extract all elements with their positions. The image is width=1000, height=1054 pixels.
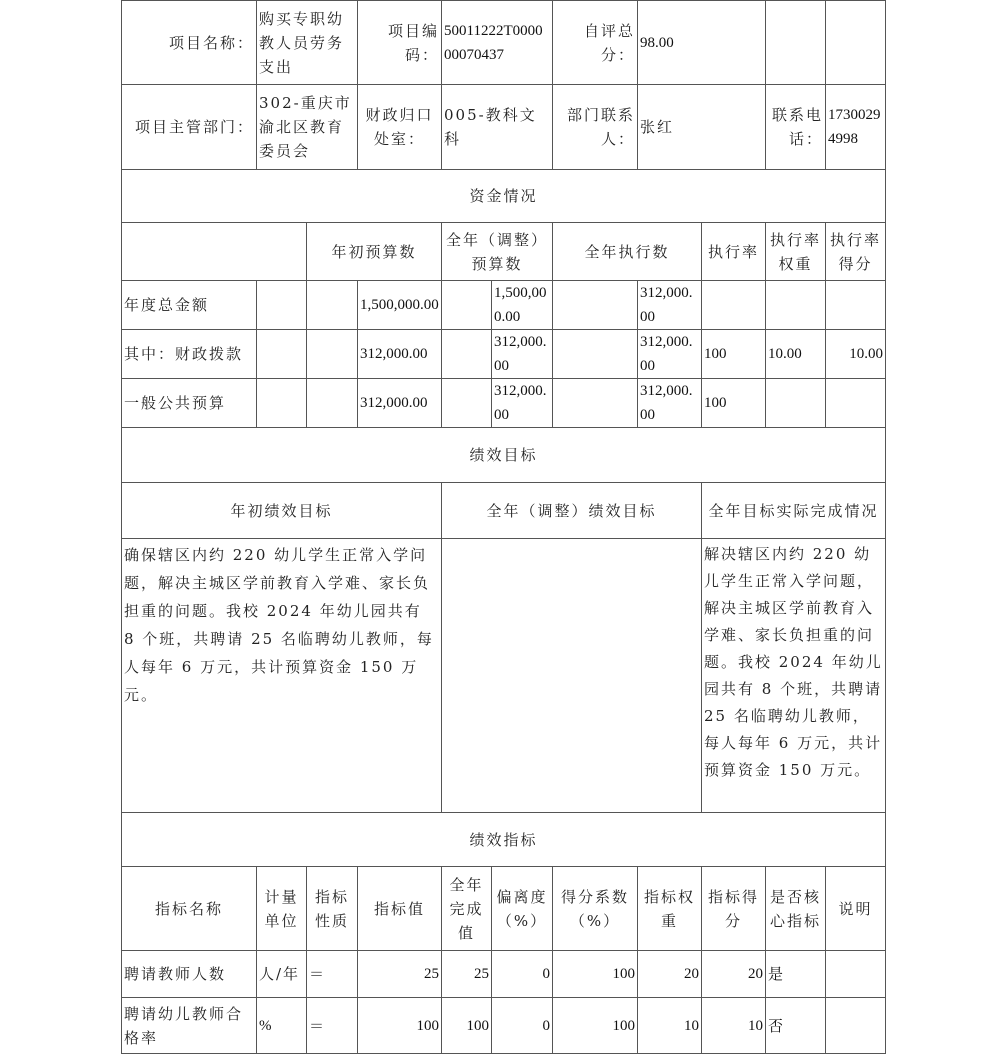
funds-header-weight: 执行率权重 [766, 223, 826, 281]
project-code-value: 50011222T000000070437 [442, 1, 553, 85]
ind-deviation: 0 [492, 951, 553, 998]
funds-initial: 1,500,000.00 [358, 281, 442, 330]
funds-row-name: 一般公共预算 [122, 379, 257, 428]
dept-value: 302-重庆市渝北区教育委员会 [257, 85, 358, 170]
funds-row [122, 330, 886, 379]
ind-header-nature: 指标性质 [307, 867, 358, 951]
finance-value: 005-教科文科 [442, 85, 553, 170]
funds-adjusted: 1,500,000.00 [492, 281, 553, 330]
funds-score [826, 379, 886, 428]
ind-header-actual: 全年完成值 [442, 867, 492, 951]
goals-adjusted-text [442, 539, 702, 813]
ind-header-weight: 指标权重 [638, 867, 702, 951]
indicator-row [122, 951, 886, 998]
empty-cell [122, 223, 307, 281]
ind-weight: 10 [638, 998, 702, 1054]
funds-adjusted: 312,000.00 [492, 379, 553, 428]
ind-actual: 100 [442, 998, 492, 1054]
ind-nature: ＝ [307, 998, 358, 1054]
empty-cell [257, 330, 307, 379]
ind-unit: % [257, 998, 307, 1054]
goals-section-title: 绩效目标 [122, 428, 886, 483]
funds-row [122, 281, 886, 330]
ind-value: 25 [358, 951, 442, 998]
goals-content-row [122, 539, 886, 813]
empty-cell [257, 379, 307, 428]
funds-executed: 312,000.00 [638, 379, 702, 428]
funds-rate: 100 [702, 330, 766, 379]
ind-header-coef: 得分系数（%） [553, 867, 638, 951]
indicators-header-row [122, 867, 886, 951]
funds-header-executed: 全年执行数 [553, 223, 702, 281]
ind-value: 100 [358, 998, 442, 1054]
funds-weight [766, 281, 826, 330]
dept-info-row [122, 85, 886, 170]
ind-coef: 100 [553, 951, 638, 998]
indicators-section-title: 绩效指标 [122, 813, 886, 867]
phone-value: 17300294998 [826, 85, 886, 170]
empty-cell [442, 281, 492, 330]
funds-initial: 312,000.00 [358, 330, 442, 379]
ind-unit: 人/年 [257, 951, 307, 998]
performance-evaluation-table [121, 0, 886, 1054]
ind-header-note: 说明 [826, 867, 886, 951]
ind-header-value: 指标值 [358, 867, 442, 951]
funds-section-title: 资金情况 [122, 170, 886, 223]
project-info-row [122, 1, 886, 85]
ind-header-deviation: 偏离度（%） [492, 867, 553, 951]
ind-note [826, 951, 886, 998]
empty-cell [766, 1, 826, 85]
funds-rate: 100 [702, 379, 766, 428]
funds-weight [766, 379, 826, 428]
funds-header-row [122, 223, 886, 281]
ind-note [826, 998, 886, 1054]
ind-name: 聘请幼儿教师合格率 [122, 998, 257, 1054]
contact-value: 张红 [638, 85, 766, 170]
funds-row [122, 379, 886, 428]
funds-header-initial: 年初预算数 [307, 223, 442, 281]
empty-cell [553, 330, 638, 379]
empty-cell [442, 379, 492, 428]
score-label: 自评总分： [553, 1, 638, 85]
ind-core: 否 [766, 998, 826, 1054]
empty-cell [553, 281, 638, 330]
funds-header-adjusted: 全年（调整）预算数 [442, 223, 553, 281]
funds-adjusted: 312,000.00 [492, 330, 553, 379]
funds-row-name: 其中：财政拨款 [122, 330, 257, 379]
empty-cell [553, 379, 638, 428]
ind-deviation: 0 [492, 998, 553, 1054]
project-code-label: 项目编码： [358, 1, 442, 85]
goals-actual-text: 解决辖区内约 220 幼儿学生正常入学问题，解决主城区学前教育入学难、家长负担重的问题。我校 2024 年幼儿园共有 8 个班，共聘请 25 名临聘幼儿教师，每人每年 6 万元，共计预算资金 150 万元。 [702, 539, 886, 813]
project-name-value: 购买专职幼教人员劳务支出 [257, 1, 358, 85]
ind-header-name: 指标名称 [122, 867, 257, 951]
indicator-row [122, 998, 886, 1054]
funds-score: 10.00 [826, 330, 886, 379]
empty-cell [257, 281, 307, 330]
ind-core: 是 [766, 951, 826, 998]
ind-score: 10 [702, 998, 766, 1054]
goals-initial-text: 确保辖区内约 220 幼儿学生正常入学问题，解决主城区学前教育入学难、家长负担重的问题。我校 2024 年幼儿园共有 8 个班，共聘请 25 名临聘幼儿教师，每人每年 6 万元，共计预算资金 150 万元。 [122, 539, 442, 813]
goals-header-initial: 年初绩效目标 [122, 483, 442, 539]
funds-executed: 312,000.00 [638, 281, 702, 330]
finance-label: 财政归口处室： [358, 85, 442, 170]
dept-label: 项目主管部门： [122, 85, 257, 170]
empty-cell [442, 330, 492, 379]
goals-header-actual: 全年目标实际完成情况 [702, 483, 886, 539]
ind-header-core: 是否核心指标 [766, 867, 826, 951]
score-value: 98.00 [638, 1, 766, 85]
funds-score [826, 281, 886, 330]
empty-cell [307, 281, 358, 330]
phone-label: 联系电话： [766, 85, 826, 170]
goals-header-adjusted: 全年（调整）绩效目标 [442, 483, 702, 539]
ind-weight: 20 [638, 951, 702, 998]
funds-weight: 10.00 [766, 330, 826, 379]
project-name-label: 项目名称： [122, 1, 257, 85]
ind-name: 聘请教师人数 [122, 951, 257, 998]
ind-actual: 25 [442, 951, 492, 998]
empty-cell [307, 330, 358, 379]
ind-header-unit: 计量单位 [257, 867, 307, 951]
funds-header-rate: 执行率 [702, 223, 766, 281]
ind-nature: ＝ [307, 951, 358, 998]
funds-executed: 312,000.00 [638, 330, 702, 379]
empty-cell [826, 1, 886, 85]
funds-initial: 312,000.00 [358, 379, 442, 428]
funds-header-score: 执行率得分 [826, 223, 886, 281]
funds-rate [702, 281, 766, 330]
ind-coef: 100 [553, 998, 638, 1054]
contact-label: 部门联系人： [553, 85, 638, 170]
empty-cell [307, 379, 358, 428]
goals-header-row [122, 483, 886, 539]
ind-header-score: 指标得分 [702, 867, 766, 951]
ind-score: 20 [702, 951, 766, 998]
funds-row-name: 年度总金额 [122, 281, 257, 330]
